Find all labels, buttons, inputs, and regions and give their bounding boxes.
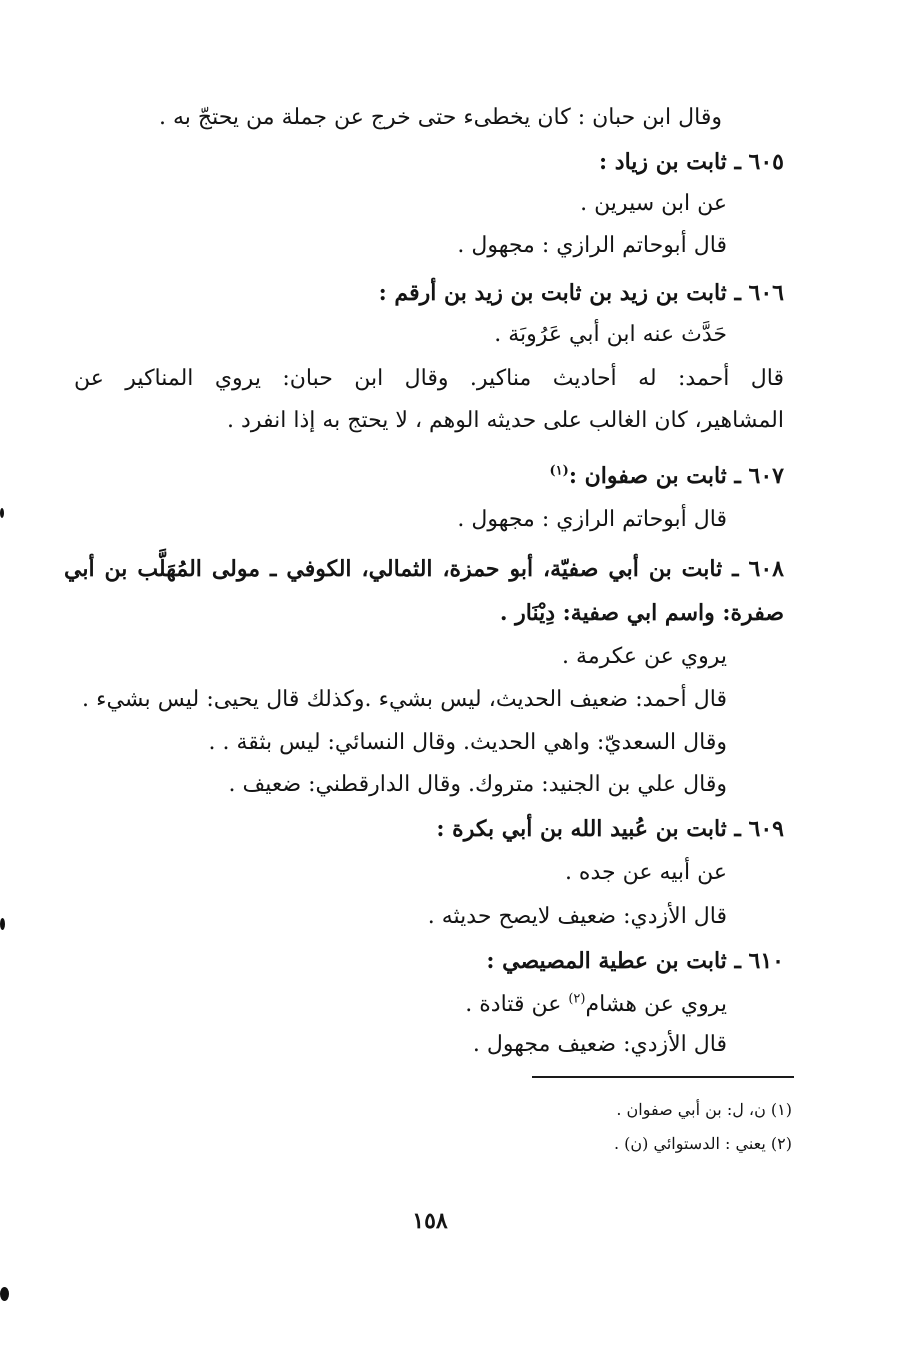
entry-heading-605: ٦٠٥ ـ ثابت بن زياد : [599,149,784,175]
scan-mark [0,508,4,518]
scan-mark [0,1287,9,1301]
entry-heading-608: ٦٠٨ ـ ثابت بن أبي صفيّة، أبو حمزة، الثمالي، الكوفي ـ مولى المُهَلَّب بن أبي [64,556,784,582]
text-line: قال الأزدي: ضعيف مجهول . [472,1032,727,1057]
text-line: وقال السعديّ: واهي الحديث. وقال النسائي: ليس بثقة . . [208,730,727,755]
text-line: وقال علي بن الجنيد: متروك. وقال الدارقطني: ضعيف . [228,772,727,797]
entry-heading-607 [550,461,784,491]
scan-mark [0,918,5,930]
entry-heading-text: ٦٠٧ ـ ثابت بن صفوان : [568,463,784,489]
text-line [465,990,727,1020]
footnote-1: (١) ن، ل: بن أبي صفوان . [616,1100,792,1119]
text-line: يروي عن عكرمة . [562,644,727,669]
text-line: عن ابن سيرين . [580,191,727,216]
entry-heading-608-cont: صفرة: واسم ابي صفية: دِيْنَار . [499,600,784,626]
text-segment: عن قتادة . [465,992,569,1017]
text-line: قال أبوحاتم الرازي : مجهول . [457,233,727,258]
entry-heading-609: ٦٠٩ ـ ثابت بن عُبيد الله بن أبي بكرة : [436,816,784,842]
entry-heading-610: ٦١٠ ـ ثابت بن عطية المصيصي : [486,948,784,974]
text-line: قال أبوحاتم الرازي : مجهول . [457,507,727,532]
entry-heading-606: ٦٠٦ ـ ثابت بن زيد بن ثابت بن زيد بن أرقم : [378,280,784,306]
text-line: قال أحمد: له أحاديث مناكير. وقال ابن حبان: يروي المناكير عن [74,366,784,391]
text-segment: يروي عن هشام [585,992,727,1017]
text-line: وقال ابن حبان : كان يخطىء حتى خرج عن جملة من يحتجّ به . [158,105,722,130]
text-line: المشاهير، كان الغالب على حديثه الوهم ، لا يحتج به إذا انفرد . [227,408,784,433]
footnote-ref-1: (١) [549,463,569,479]
page-number: ١٥٨ [412,1208,448,1234]
text-line: قال الأزدي: ضعيف لايصح حديثه . [427,904,727,929]
text-line: حَدَّث عنه ابن أبي عَرُوبَة . [494,322,727,347]
text-line: قال أحمد: ضعيف الحديث، ليس بشيء .وكذلك قال يحيى: ليس بشيء . [82,687,727,712]
footnote-2: (٢) يعني : الدستوائي (ن) . [613,1134,792,1153]
footnote-divider [532,1076,794,1078]
text-line: عن أبيه عن جده . [564,860,727,885]
footnote-ref-2: (٢) [568,991,586,1007]
